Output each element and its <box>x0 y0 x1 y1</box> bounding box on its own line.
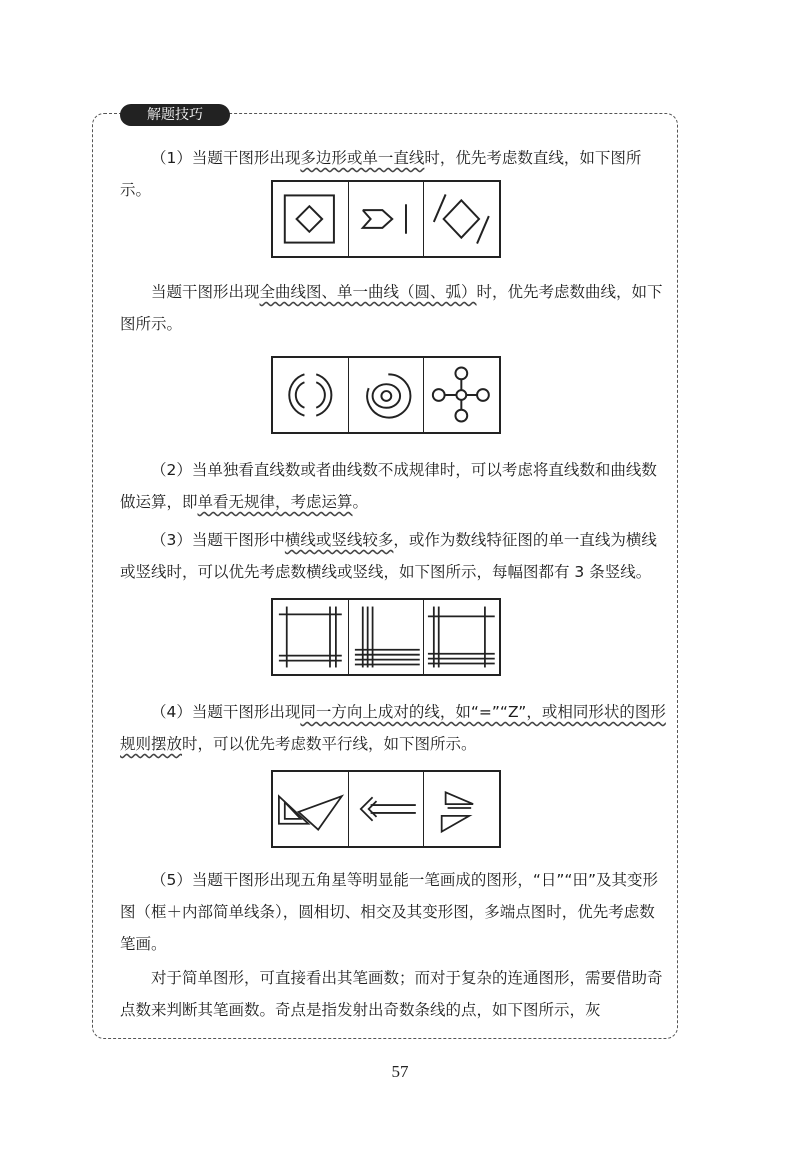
paragraph-1: （1）当题干图形出现多边形或单一直线时，优先考虑数直线，如下图所示。 <box>120 149 642 199</box>
fig1-panel-2 <box>349 182 425 256</box>
fig3-panel-1 <box>273 600 349 674</box>
paragraph-7: 对于简单图形，可直接看出其笔画数；而对于复杂的连通图形，需要借助奇点数来判断其笔画数。奇点是指发射出奇数条线的点，如下图所示，灰 <box>120 969 663 1019</box>
paragraph-2: 当题干图形出现全曲线图、单一曲线（圆、弧）时，优先考虑数曲线，如下图所示。 <box>120 283 663 333</box>
figure-straight-lines <box>271 180 501 258</box>
section-tag: 解题技巧 <box>120 104 230 126</box>
paragraph-3: （2）当单独看直线数或者曲线数不成规律时，可以考虑将直线数和曲线数做运算，即单看无规律，考虑运算。 <box>120 461 657 511</box>
fig4-panel-1 <box>273 772 349 846</box>
fig2-panel-1 <box>273 358 349 432</box>
figure-curves <box>271 356 501 434</box>
fig1-panel-3 <box>424 182 499 256</box>
fig4-panel-2 <box>349 772 425 846</box>
figure-horizontal-vertical-lines <box>271 598 501 676</box>
fig1-panel-1 <box>273 182 349 256</box>
fig3-panel-3 <box>424 600 499 674</box>
paragraph-5: （4）当题干图形出现同一方向上成对的线，如“=”“Z”，或相同形状的图形规则摆放时，可以优先考虑数平行线，如下图所示。 <box>120 703 666 753</box>
paragraph-6: （5）当题干图形出现五角星等明显能一笔画成的图形，“日”“田”及其变形图（框＋内部简单线条），圆相切、相交及其变形图，多端点图时，优先考虑数笔画。 <box>120 871 658 953</box>
fig2-panel-2 <box>349 358 425 432</box>
paragraph-4: （3）当题干图形中横线或竖线较多，或作为数线特征图的单一直线为横线或竖线时，可以优先考虑数横线或竖线，如下图所示，每幅图都有 3 条竖线。 <box>120 531 657 581</box>
fig3-panel-2 <box>349 600 425 674</box>
page-number: 57 <box>391 1062 409 1081</box>
fig2-panel-3 <box>424 358 499 432</box>
figure-parallel-lines <box>271 770 501 848</box>
fig4-panel-3 <box>424 772 499 846</box>
